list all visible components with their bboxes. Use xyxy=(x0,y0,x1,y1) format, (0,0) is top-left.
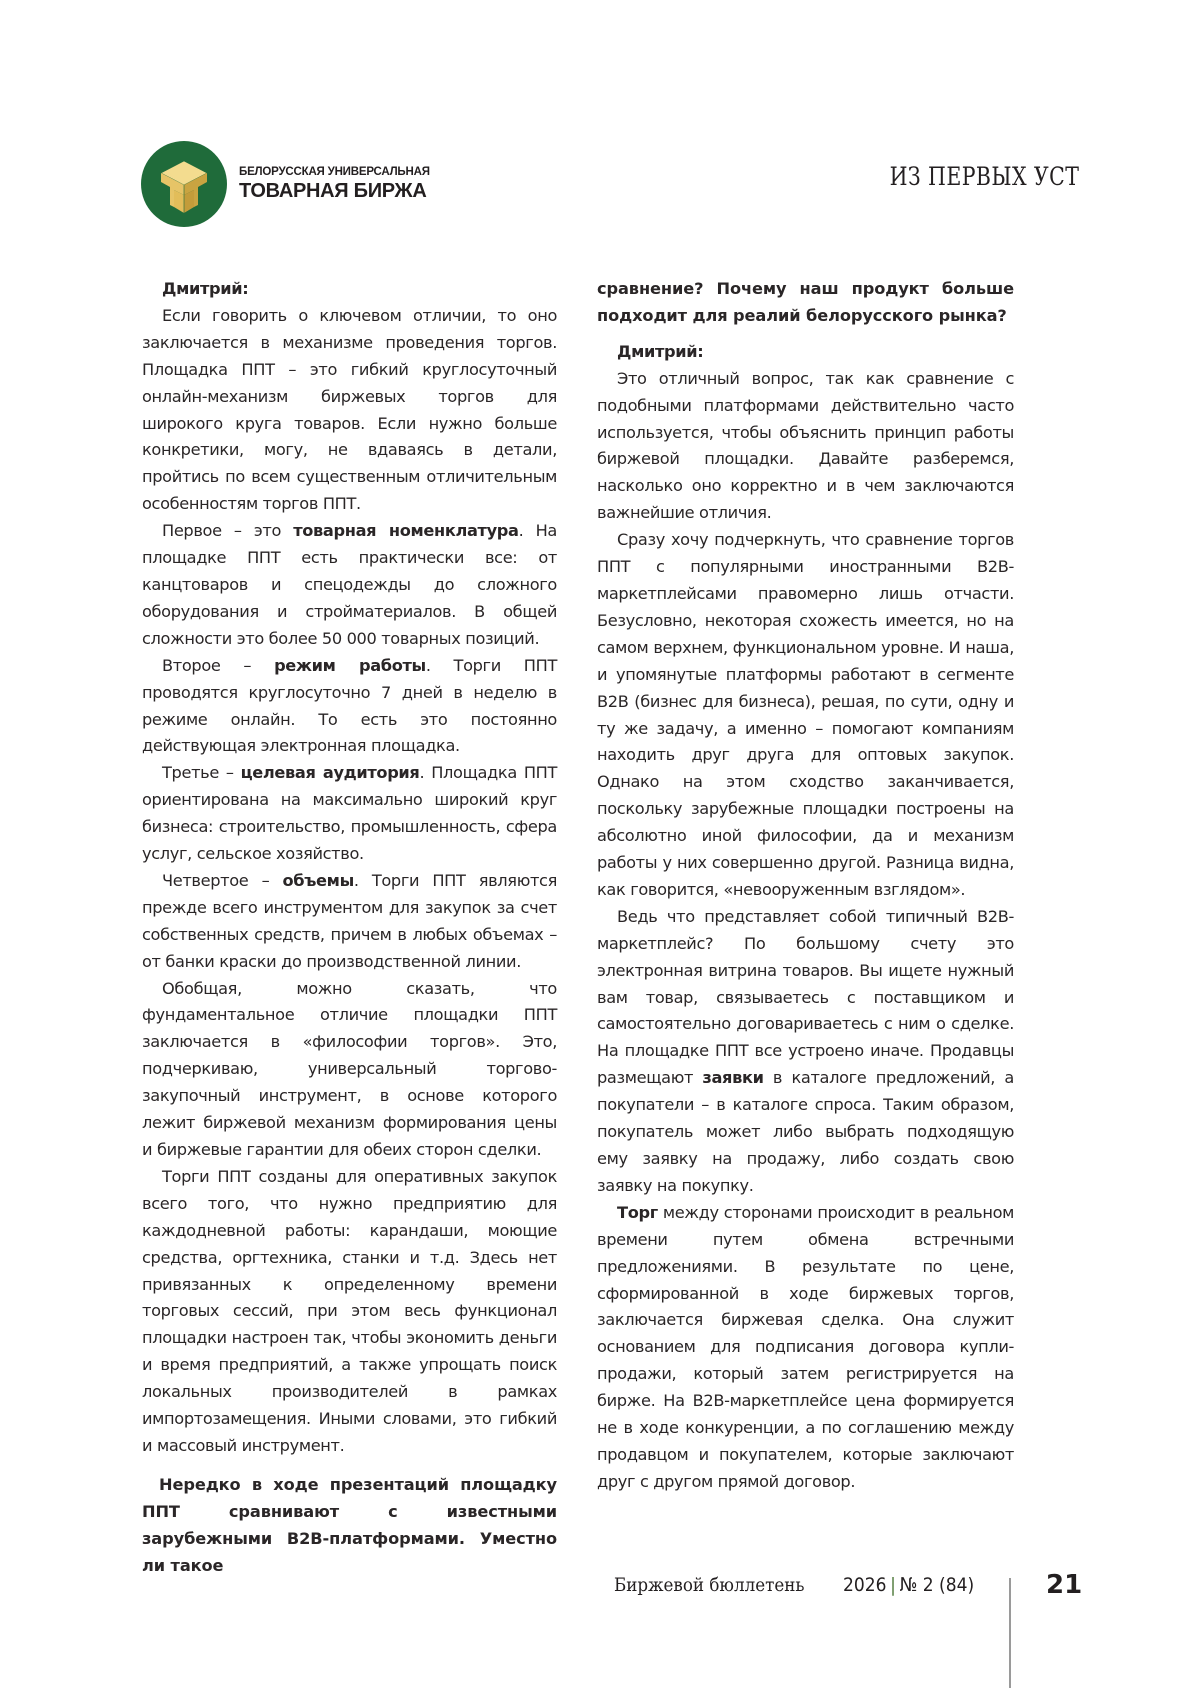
logo-line-2: ТОВАРНАЯ БИРЖА xyxy=(239,179,427,202)
bold-term: товарная номенклатура xyxy=(293,521,519,541)
text-run: . Торги ППТ являются прежде всего инструментом для закупок за счет собственных средств, причем в любых объемах – от банки краски до производственной линии. xyxy=(142,870,557,971)
issue-info xyxy=(843,1574,974,1596)
paragraph: Если говорить о ключевом отличии, то оно заключается в механизме проведения торгов. Площадка ППТ – это гибкий круглосуточный онлайн-механизм биржевых торгов для широкого круга товаров. Если нужно больше конкретики, могу, не вдаваясь в детали, пройтись по всем существенным отличительным особенностям торгов ППТ. xyxy=(142,305,557,514)
interview-question: Нередко в ходе презентаций площадку ППТ сравнивают с известными зарубежными B2B-платформами. Уместно ли такое xyxy=(142,1474,557,1575)
text-run: Первое – это xyxy=(162,521,294,541)
speaker-label: Дмитрий: xyxy=(617,341,704,361)
bold-term: объемы xyxy=(282,870,354,890)
section-title: ИЗ ПЕРВЫХ УСТ xyxy=(889,162,1079,191)
bold-term: Торг xyxy=(617,1202,658,1222)
text-run: . На площадке ППТ есть практически все: от канцтоваров и спецодежды до сложного оборудования и стройматериалов. В общей сложности это более 50 000 товарных позиций. xyxy=(142,521,557,648)
paragraph: Сразу хочу подчеркнуть, что сравнение торгов ППТ с популярными иностранными B2B-маркетплейсами правомерно лишь отчасти. Безусловно, некоторая схожесть имеется, но на самом верхнем, функциональном уровне. И наша, и упомянутые платформы работают в сегменте B2B (бизнес для бизнеса), решая, по сути, одну и ту же задачу, а именно – помогают компаниям находить друг друга для оптовых закупок. Однако на этом сходство заканчивается, поскольку зарубежные площадки построены на абсолютно иной философии, да и механизм работы у них совершенно другой. Разница видна, как говорится, «невооруженным взглядом». xyxy=(597,530,1014,899)
page-footer xyxy=(0,1570,1191,1684)
left-column xyxy=(142,276,557,1580)
paragraph xyxy=(142,518,557,653)
text-run: . Торги ППТ проводятся круглосуточно 7 дней в неделю в режиме онлайн. То есть это постоянно действующая электронная площадка. xyxy=(142,655,557,756)
issue-year: 2026 xyxy=(843,1574,887,1596)
text-run: Ведь что представляет собой типичный B2B-маркетплейс? По большому счету это электронная витрина товаров. Вы ищете нужный вам товар, связываетесь с поставщиком и самостоятельно договариваетесь с ним о сделке. На площадке ППТ все устроено иначе. Продавцы размещают xyxy=(597,906,1014,1088)
paragraph: Торги ППТ созданы для оперативных закупок всего того, что нужно предприятию для каждодневной работы: карандаши, моющие средства, оргтехника, станки и т.д. Здесь нет привязанных к определенному времени торговых сессий, при этом весь функционал площадки настроен так, чтобы экономить деньги и время предприятий, а также упрощать поиск локальных производителей в рамках импортозамещения. Иными словами, это гибкий и массовый инструмент. xyxy=(142,1166,557,1455)
interview-question-continued: сравнение? Почему наш продукт больше подходит для реалий белорусского рынка? xyxy=(597,279,1014,325)
speaker-label: Дмитрий: xyxy=(162,279,249,298)
footer-divider xyxy=(1009,1578,1011,1688)
paragraph xyxy=(142,653,557,761)
paragraph xyxy=(142,760,557,868)
text-run: между сторонами происходит в реальном времени путем обмена встречными предложениями. В результате по цене, сформированной в ходе биржевых торгов, заключается биржевая сделка. Она служит основанием для подписания договора купли-продажи, который затем регистрируется на бирже. На B2B-маркетплейсе цена формируется не в ходе конкуренции, а по соглашению между продавцом и покупателем, которые заключают друг с другом прямой договор. xyxy=(597,1202,1014,1491)
right-column xyxy=(597,276,1014,1496)
paragraph: Это отличный вопрос, так как сравнение с подобными платформами действительно часто используется, чтобы объяснить принцип работы биржевой площадки. Давайте разберемся, насколько оно корректно и в чем заключаются важнейшие отличия. xyxy=(597,368,1014,523)
paragraph: Обобщая, можно сказать, что фундаментальное отличие площадки ППТ заключается в «философии торгов». Это, подчеркиваю, универсальный торгово-закупочный инструмент, в основе которого лежит биржевой механизм формирования цены и биржевые гарантии для обеих сторон сделки. xyxy=(142,978,557,1159)
page-number: 21 xyxy=(1046,1570,1083,1600)
magazine-title: Биржевой бюллетень xyxy=(614,1574,805,1596)
paragraph xyxy=(142,868,557,976)
issue-number: № 2 (84) xyxy=(899,1574,975,1596)
issue-separator: | xyxy=(890,1574,896,1596)
text-run: Четвертое – xyxy=(162,870,283,890)
text-run: . Площадка ППТ ориентирована на максимально широкий круг бизнеса: строительство, промышленность, сфера услуг, сельское хозяйство. xyxy=(142,763,558,864)
text-run: Третье – xyxy=(162,763,241,783)
text-run: Второе – xyxy=(162,655,275,675)
bold-term: режим работы xyxy=(274,655,426,675)
exchange-logo xyxy=(141,141,430,227)
logo-line-1: БЕЛОРУССКАЯ УНИВЕРСАЛЬНАЯ xyxy=(239,166,430,179)
bold-term: заявки xyxy=(702,1068,764,1088)
paragraph xyxy=(597,904,1014,1200)
bold-term: целевая аудитория xyxy=(240,763,420,783)
text-run: в каталоге предложений, а покупатели – в каталоге спроса. Таким образом, покупатель может либо выбрать подходящую ему заявку на продажу, либо создать свою заявку на покупку. xyxy=(597,1068,1015,1195)
paragraph xyxy=(597,1200,1014,1496)
exchange-cube-logo-icon xyxy=(141,141,227,227)
